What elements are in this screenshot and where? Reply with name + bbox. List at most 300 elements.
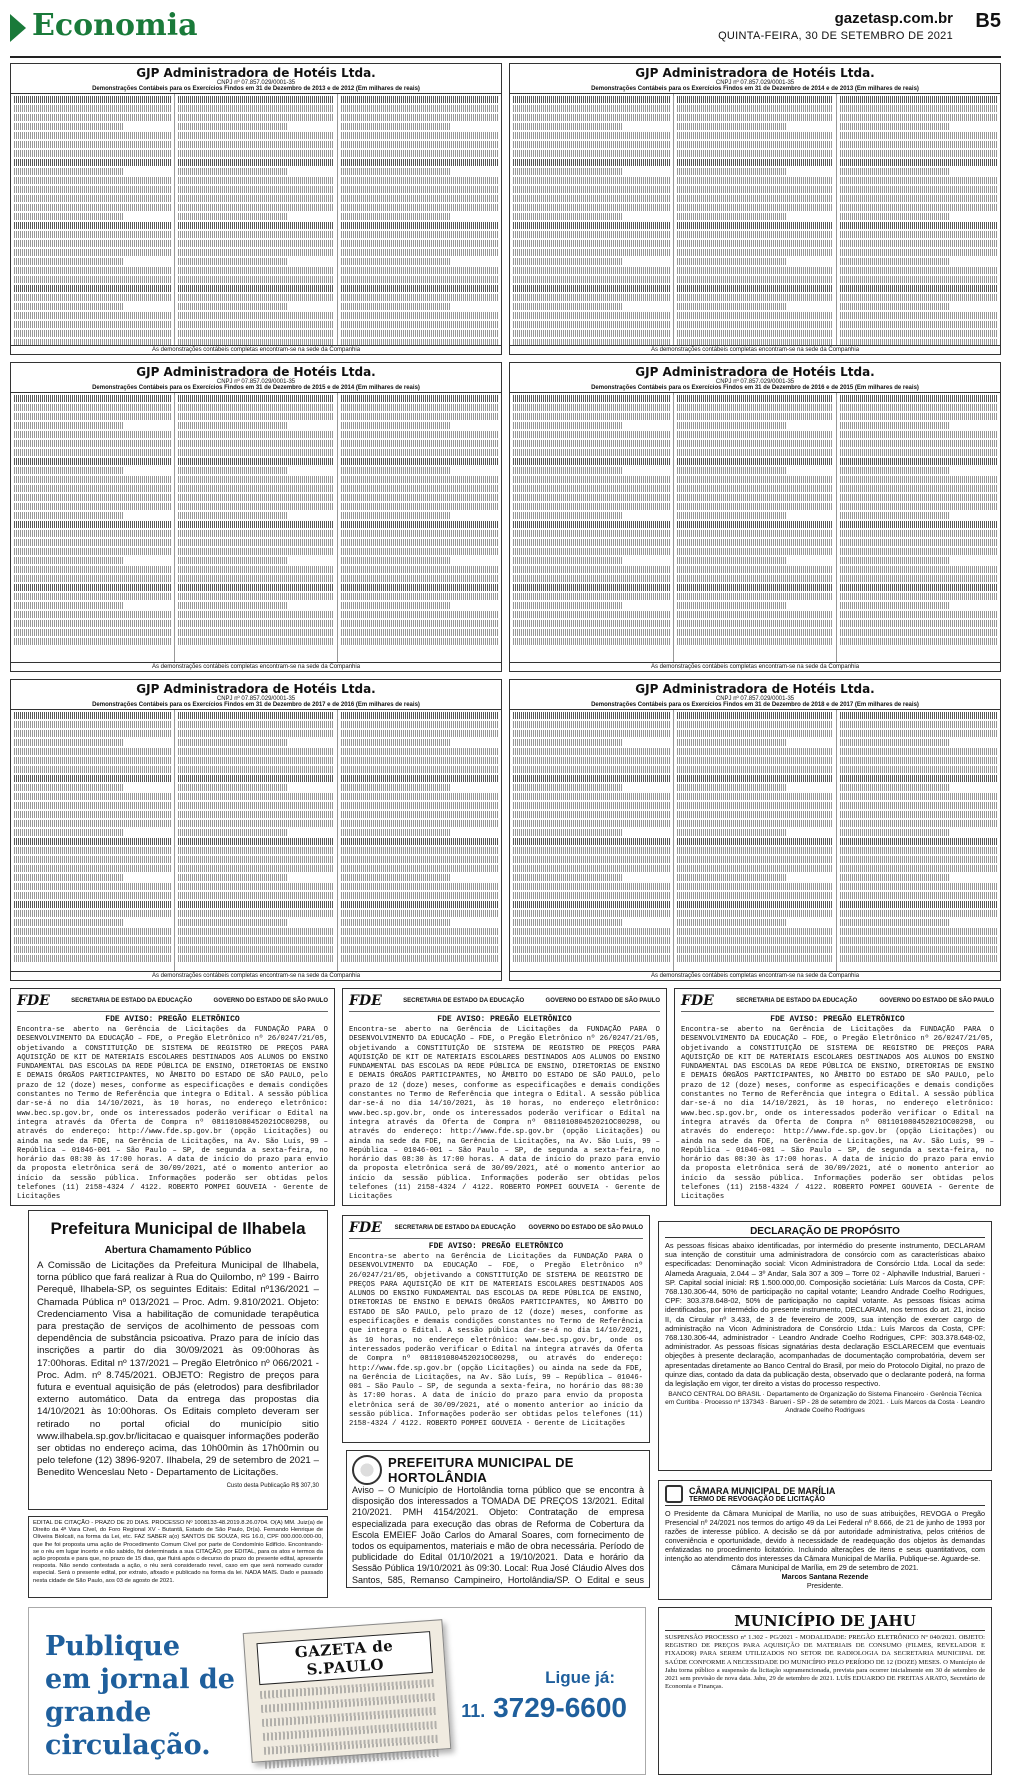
fin-table-row — [677, 485, 834, 492]
fin-table-row — [677, 575, 834, 582]
fin-table-row — [341, 802, 498, 809]
fin-table-row — [14, 312, 171, 319]
camara-seal-icon — [665, 1485, 683, 1503]
fin-table-row — [513, 748, 670, 755]
fin-table-row — [840, 548, 997, 555]
fin-title: GJP Administradora de Hotéis Ltda. — [635, 365, 875, 379]
fin-table-row — [513, 422, 623, 429]
fin-table-row — [840, 440, 997, 447]
fin-table-row — [513, 811, 670, 818]
fin-table-row — [677, 721, 834, 728]
fin-table-row — [341, 811, 498, 818]
fin-table-row — [677, 213, 787, 220]
fin-table-row — [178, 530, 335, 537]
jahu-notice — [658, 1607, 992, 1775]
fin-table-row — [341, 168, 451, 175]
fin-table-row — [840, 267, 997, 274]
fin-table-row — [677, 123, 787, 130]
fin-table-row — [14, 123, 124, 130]
fin-table-row — [840, 330, 997, 337]
fin-table-row — [840, 114, 997, 121]
fin-table-row — [513, 730, 670, 737]
hortolandia-text: Aviso – O Município de Hortolândia torna público que se encontra à disposição dos interessados a TOMADA DE PREÇOS 13/2021. Edital 210/2021. PMH 4154/2021. Objeto: Contratação de empresa especializada para execução das obras de Reforma de Cobertura da Escola EMEIEF João Carlos do Amaral Soares, com fornecimento de todos os equipamentos, materiais e mão de obra necessária. Período de publicidade do Edital 01/10/2021 a 19/10/2021. Data e horário da Sessão Pública 19/10/2021 às 09:30. Local: Rua José Cláudio Alves dos Santos, 585, Remanso Campineiro, Hortolândia/SP. O Edital e seus — [352, 1485, 644, 1585]
fin-period: Demonstrações Contábeis para os Exercícios Findos em 31 de Dezembro de 2017 e de 2016 (Em milhares de reais) — [11, 702, 501, 710]
fin-title: GJP Administradora de Hotéis Ltda. — [635, 682, 875, 696]
fin-table-row — [14, 712, 171, 719]
fin-table-row — [840, 892, 997, 899]
fin-title: GJP Administradora de Hotéis Ltda. — [635, 66, 875, 80]
fin-table-row — [341, 575, 498, 582]
fin-table-row — [14, 141, 171, 148]
fin-table-row — [341, 919, 451, 926]
fin-table-row — [178, 820, 335, 827]
fin-table-row — [677, 312, 834, 319]
fin-table-row — [14, 856, 171, 863]
fin-table-row — [513, 829, 623, 836]
section-title: Economia — [32, 8, 198, 43]
fin-table-row — [178, 449, 335, 456]
fin-table-row — [341, 440, 498, 447]
fin-table-row — [513, 629, 670, 636]
fin-table-row — [14, 602, 124, 609]
fin-table-row — [840, 847, 997, 854]
fin-table-row — [14, 811, 171, 818]
fin-table-row — [677, 204, 834, 211]
fin-table-row — [677, 512, 787, 519]
fin-table-row — [840, 820, 997, 827]
fin-table-row — [178, 766, 335, 773]
fin-table-row — [178, 485, 335, 492]
fin-table-row — [840, 883, 997, 890]
fin-table-row — [178, 240, 335, 247]
fin-table-row — [14, 458, 171, 465]
fin-table-row — [840, 494, 997, 501]
fin-table-row — [840, 141, 997, 148]
fin-table-row — [178, 638, 335, 645]
fin-table-row — [677, 494, 834, 501]
fin-period: Demonstrações Contábeis para os Exercícios Findos em 31 de Dezembro de 2016 e de 2015 (Em milhares de reais) — [510, 385, 1000, 393]
fin-table-row — [677, 775, 834, 782]
fin-table-row — [341, 494, 498, 501]
fin-table-row — [14, 321, 171, 328]
fin-table-row — [840, 856, 997, 863]
secretaria-label: SECRETARIA DE ESTADO DA EDUCAÇÃO — [394, 1224, 516, 1231]
fin-table-row — [840, 638, 997, 645]
fin-table-row — [178, 611, 335, 618]
notice-text: Encontra-se aberto na Gerência de Licitações da FUNDAÇÃO PARA O DESENVOLVIMENTO DA EDUCAÇÃO – FDE, o Pregão Eletrônico nº 26/0247/21/05, objetivando a CONSTITUIÇÃO DE SISTEMA DE REGISTRO DE PREÇOS PARA AQUISIÇÃO DE KIT DE MATERIAIS ESCOLARES DESTINADOS AOS ALUNOS DO ENSINO FUNDAMENTAL DAS ESCOLAS DA REDE PÚBLICA DE ENSINO, DIRETORIAS DE ENSINO E DEMAIS ÓRGÃOS PARTICIPANTES, NO ÂMBITO DO ESTADO DE SÃO PAULO, pelo prazo de 12 (doze) meses, conforme as especificações e demais condições constantes no Termo de Referência que integra o Edital. A sessão pública dar-se-á no dia 14/10/2021, às 10 horas, no endereço eletrônico: www.bec.sp.gov.br, onde os interessados poderão verificar o Edital na íntegra através da Oferta de Compra nº 081101080452021OC00298, ou através do endereço: http://www.fde.sp.gov.br (opção Licitações) ou ainda na sede da FDE, na Gerência de Licitações, na Av. São Luís, 99 – República – 01046-001 – São Paulo – SP, de segunda a sexta-feira, no horário das 08:30 às 17:00 horas. A data de início do prazo para envio da proposta eletrônica será de 30/09/2021, até o momento anterior ao início da sessão pública. Informações poderão ser obtidas pelos telefones (11) 2158-4324 / 4122. ROBERTO POMPEI GOUVEIA - Gerente de Licitações — [349, 1253, 643, 1429]
fin-table-row — [513, 721, 670, 728]
fin-table-row — [513, 440, 670, 447]
fin-table-row — [840, 395, 997, 402]
fin-table-row — [513, 321, 670, 328]
fin-table-row — [178, 865, 335, 872]
fin-table-row — [14, 195, 171, 202]
fde-logo: FDE — [681, 993, 714, 1009]
fin-table-row — [513, 784, 623, 791]
fin-table-row — [513, 910, 670, 917]
fin-table-row — [341, 476, 498, 483]
fin-table-row — [178, 213, 288, 220]
fin-table-row — [341, 330, 498, 337]
fin-table-row — [14, 838, 171, 845]
fin-table-row — [677, 141, 834, 148]
fin-table-row — [178, 575, 335, 582]
fin-table-column — [837, 710, 1000, 972]
fin-table-row — [14, 159, 171, 166]
fin-table-row — [840, 584, 997, 591]
fin-table-row — [513, 231, 670, 238]
marilia-signer: Marcos Santana Rezende — [781, 1572, 869, 1581]
fin-table-row — [840, 721, 997, 728]
fin-table-row — [341, 856, 498, 863]
fin-table-row — [677, 865, 834, 872]
fin-table-row — [677, 114, 834, 121]
fin-table-column — [11, 94, 175, 346]
fin-table-row — [840, 222, 997, 229]
fin-table-row — [513, 159, 670, 166]
fde-notice-1 — [10, 988, 335, 1206]
fin-table-row — [341, 784, 451, 791]
fin-table-row — [178, 476, 335, 483]
fin-table-row — [840, 485, 997, 492]
fde-logo: FDE — [17, 993, 50, 1009]
fin-table-row — [677, 177, 834, 184]
fin-table-row — [840, 946, 997, 953]
fin-table-row — [513, 793, 670, 800]
fin-table-row — [341, 177, 498, 184]
fin-table-row — [14, 910, 171, 917]
fin-table-row — [178, 330, 335, 337]
fin-table-row — [677, 96, 834, 103]
fin-table-row — [341, 105, 498, 112]
fin-table-row — [341, 557, 451, 564]
fin-table-row — [840, 231, 997, 238]
fin-table-row — [513, 114, 670, 121]
fin-table-row — [178, 712, 335, 719]
fin-table-row — [513, 258, 623, 265]
fin-table-row — [341, 521, 498, 528]
fin-table-row — [677, 476, 834, 483]
fin-table-row — [341, 548, 498, 555]
fin-table-row — [513, 458, 670, 465]
fin-table-row — [178, 730, 335, 737]
fin-table-row — [14, 730, 171, 737]
fin-table-row — [14, 231, 171, 238]
chevron-right-icon — [10, 14, 26, 42]
fin-footer: As demonstrações contábeis completas encontram-se na sede da Companhia — [510, 662, 1000, 671]
fin-table-row — [178, 431, 335, 438]
fin-table-row — [677, 240, 834, 247]
fin-table-row — [840, 204, 997, 211]
marilia-role: Presidente. — [806, 1581, 844, 1590]
fin-table-row — [677, 132, 834, 139]
fin-table-row — [677, 793, 834, 800]
fin-table-row — [178, 602, 288, 609]
fin-table-row — [677, 440, 834, 447]
fin-cnpj: CNPJ nº 07.857.029/0001-35 — [715, 80, 795, 86]
fin-table-row — [178, 946, 335, 953]
gazeta-advert[interactable] — [28, 1607, 646, 1775]
fin-table-row — [178, 757, 335, 764]
marilia-title: CÂMARA MUNICIPAL DE MARÍLIA — [689, 1485, 836, 1496]
fin-table-row — [14, 629, 171, 636]
fin-table-row — [840, 802, 997, 809]
fin-table-row — [14, 485, 171, 492]
financial-statement-2015 — [10, 362, 502, 672]
fin-period: Demonstrações Contábeis para os Exercícios Findos em 31 de Dezembro de 2018 e de 2017 (Em milhares de reais) — [510, 702, 1000, 710]
fin-table-row — [513, 303, 623, 310]
fin-table-column — [510, 710, 674, 972]
fin-table-column — [837, 393, 1000, 663]
fin-table-row — [178, 321, 335, 328]
fin-table-row — [341, 404, 498, 411]
fin-table-row — [341, 620, 498, 627]
fin-table-row — [14, 503, 171, 510]
marilia-notice — [658, 1480, 992, 1600]
secretaria-label: SECRETARIA DE ESTADO DA EDUCAÇÃO — [71, 997, 193, 1004]
fin-table-row — [14, 521, 171, 528]
fin-table-row — [513, 757, 670, 764]
fin-table-row — [14, 530, 171, 537]
fin-table-row — [178, 584, 335, 591]
fin-period: Demonstrações Contábeis para os Exercícios Findos em 31 de Dezembro de 2013 e de 2012 (Em milhares de reais) — [11, 86, 501, 94]
advert-phone[interactable] — [461, 1692, 627, 1724]
fin-columns — [11, 710, 501, 972]
fin-cnpj: CNPJ nº 07.857.029/0001-35 — [216, 379, 296, 385]
fin-table-row — [178, 105, 335, 112]
fin-table-row — [341, 739, 451, 746]
fin-table-row — [178, 784, 288, 791]
fin-cnpj: CNPJ nº 07.857.029/0001-35 — [715, 696, 795, 702]
fin-table-row — [840, 521, 997, 528]
fin-table-row — [178, 856, 335, 863]
fin-table-row — [677, 712, 834, 719]
fin-table-row — [513, 883, 670, 890]
fin-table-row — [14, 874, 124, 881]
fin-table-row — [341, 449, 498, 456]
fin-table-row — [178, 874, 288, 881]
fin-table-row — [677, 404, 834, 411]
ilhabela-text: A Comissão de Licitações da Prefeitura Municipal de Ilhabela, torna público que fará realizar à Rua do Quilombo, nº 199 - Bairro Perequê, Ilhabela-SP, os seguintes Editais: Edital nº136/2021 – Chamada Pública nº 013/2021 – Proc. Adm. 9.810/2021. Objeto: Credenciamento Visa a habilitação de comunidade terapêutica para prestação de serviços de acolhimento de pessoas com dependência de substância psicoativa. Prazo para de início das inscrições a partir do dia 30/09/2021 às 09:00horas às 17:00horas. Edital nº 137/2021 – Pregão Eletrônico nº 066/2021 - Proc. Adm. nº 8.745/2021. OBJETO: Registro de preços para futura e eventual aquisição de pás (eletrodos) para desfibrilador externo automático. Data da entrega das propostas dia 14/10/2021 às 10:00horas. Os Editais completo deveram ser retirado no portal oficial do município sitio www.ilhabela.sp.gov.br/licitacao e quaisquer informações poderão ser obtidas no endereço acima, das 10h00min às 17h00min ou pelo telefone (12) 3896-9207. Ilhabela, 29 de setembro de 2021 – Benedito Wenceslau Neto - Departamento de Licitações. — [37, 1260, 319, 1479]
fin-table-row — [677, 431, 834, 438]
fin-table-row — [341, 321, 498, 328]
site-url[interactable]: gazetasp.com.br — [834, 10, 953, 27]
fin-table-row — [677, 150, 834, 157]
fin-table-row — [840, 811, 997, 818]
fin-table-row — [178, 557, 288, 564]
fin-table-row — [677, 901, 834, 908]
fin-table-row — [178, 748, 335, 755]
fin-table-row — [840, 159, 997, 166]
fin-table-row — [341, 721, 498, 728]
marilia-date: Câmara Municipal de Marília, em 29 de setembro de 2021. — [731, 1563, 919, 1572]
fin-table-row — [677, 330, 834, 337]
fin-table-row — [677, 847, 834, 854]
fin-table-row — [178, 829, 288, 836]
fin-table-row — [513, 413, 670, 420]
fin-table-column — [674, 94, 838, 346]
fin-table-row — [840, 775, 997, 782]
fin-table-row — [14, 222, 171, 229]
fin-table-column — [510, 393, 674, 663]
fin-table-column — [175, 393, 339, 663]
fin-table-row — [513, 766, 670, 773]
fin-table-row — [341, 467, 451, 474]
fin-table-row — [677, 231, 834, 238]
fin-table-row — [341, 431, 498, 438]
fin-table-row — [677, 159, 834, 166]
notice-text: Encontra-se aberto na Gerência de Licitações da FUNDAÇÃO PARA O DESENVOLVIMENTO DA EDUCAÇÃO – FDE, o Pregão Eletrônico nº 26/0247/21/05, objetivando a CONSTITUIÇÃO DE SISTEMA DE REGISTRO DE PREÇOS PARA AQUISIÇÃO DE KIT DE MATERIAIS ESCOLARES DESTINADOS AOS ALUNOS DO ENSINO FUNDAMENTAL DAS ESCOLAS DA REDE PÚBLICA DE ENSINO, DIRETORIAS DE ENSINO E DEMAIS ÓRGÃOS PARTICIPANTES, NO ÂMBITO DO ESTADO DE SÃO PAULO, pelo prazo de 12 (doze) meses, conforme as especificações e demais condições constantes no Termo de Referência que integra o Edital. A sessão pública dar-se-á no dia 14/10/2021, às 10 horas, no endereço eletrônico: www.bec.sp.gov.br, onde os interessados poderão verificar o Edital na íntegra através da Oferta de Compra nº 081101080452021OC00298, ou através do endereço: http://www.fde.sp.gov.br (opção Licitações) ou ainda na sede da FDE, na Gerência de Licitações, na Av. São Luís, 99 – República – 01046-001 – São Paulo – SP, de segunda a sexta-feira, no horário das 08:30 às 17:00 horas. A data de início do prazo para envio da proposta eletrônica será de 30/09/2021, até o momento anterior ao início da sessão pública. Informações poderão ser obtidas pelos telefones (11) 2158-4324 / 4122. ROBERTO POMPEI GOUVEIA - Gerente de Licitações — [349, 1026, 660, 1202]
fin-table-row — [513, 802, 670, 809]
fin-table-row — [14, 213, 124, 220]
fin-table-row — [341, 231, 498, 238]
fin-table-row — [677, 321, 834, 328]
fin-table-row — [14, 204, 171, 211]
fin-table-row — [840, 503, 997, 510]
fin-table-row — [178, 404, 335, 411]
fin-table-row — [14, 494, 171, 501]
fin-table-row — [840, 793, 997, 800]
fin-table-row — [14, 766, 171, 773]
fin-table-row — [840, 620, 997, 627]
fin-period: Demonstrações Contábeis para os Exercícios Findos em 31 de Dezembro de 2014 e de 2013 (Em milhares de reais) — [510, 86, 1000, 94]
fin-table-row — [840, 730, 997, 737]
fin-table-row — [513, 739, 623, 746]
fin-table-row — [14, 177, 171, 184]
fin-table-row — [341, 413, 498, 420]
fin-cnpj: CNPJ nº 07.857.029/0001-35 — [216, 80, 296, 86]
fin-table-row — [513, 820, 670, 827]
fin-table-row — [178, 937, 335, 944]
fin-table-row — [677, 395, 834, 402]
fin-table-row — [178, 303, 288, 310]
fin-footer: As demonstrações contábeis completas encontram-se na sede da Companhia — [510, 345, 1000, 354]
fin-table-row — [178, 811, 335, 818]
fin-table-row — [513, 937, 670, 944]
fin-table-row — [840, 294, 997, 301]
fin-table-row — [840, 593, 997, 600]
fin-table-row — [178, 802, 335, 809]
fin-table-row — [341, 141, 498, 148]
fin-table-row — [341, 901, 498, 908]
gov-label: GOVERNO DO ESTADO DE SÃO PAULO — [213, 997, 328, 1004]
fin-table-row — [677, 910, 834, 917]
fin-table-row — [513, 575, 670, 582]
fin-table-row — [14, 404, 171, 411]
fin-table-row — [840, 168, 950, 175]
fin-cnpj: CNPJ nº 07.857.029/0001-35 — [715, 379, 795, 385]
fin-table-row — [513, 431, 670, 438]
fin-table-row — [341, 186, 498, 193]
fin-footer: As demonstrações contábeis completas encontram-se na sede da Companhia — [11, 662, 501, 671]
fde-notice-2 — [342, 988, 667, 1206]
notice-heading: FDE AVISO: PREGÃO ELETRÔNICO — [770, 1015, 905, 1024]
fin-table-row — [341, 485, 498, 492]
fin-table-row — [513, 928, 670, 935]
fin-table-row — [677, 276, 834, 283]
fin-table-row — [14, 240, 171, 247]
fin-table-row — [341, 793, 498, 800]
fin-table-row — [341, 593, 498, 600]
fin-table-row — [513, 712, 670, 719]
fin-table-row — [677, 928, 834, 935]
fin-table-row — [513, 195, 670, 202]
fin-table-row — [178, 775, 335, 782]
fin-table-row — [677, 186, 834, 193]
fin-table-row — [513, 132, 670, 139]
fin-table-row — [341, 757, 498, 764]
fin-table-row — [14, 883, 171, 890]
fin-table-row — [178, 494, 335, 501]
fin-table-row — [14, 285, 171, 292]
declaracao-signature: BANCO CENTRAL DO BRASIL · Departamento de Organização do Sistema Financeiro · Gerência Técnica em Curitiba · Processo nº 137343 · Barueri - SP - 28 de setembro de 2021. · Luís Marcos da Costa · Leandro Andrade Coelho Rodrigues — [665, 1391, 985, 1415]
secretaria-label: SECRETARIA DE ESTADO DA EDUCAÇÃO — [403, 997, 525, 1004]
fin-table-row — [178, 159, 335, 166]
fin-table-row — [341, 928, 498, 935]
fin-table-row — [513, 204, 670, 211]
fin-table-row — [840, 530, 997, 537]
fin-table-row — [178, 114, 335, 121]
fin-table-row — [840, 784, 950, 791]
fin-table-row — [341, 195, 498, 202]
fin-table-row — [513, 395, 670, 402]
fin-table-row — [14, 548, 171, 555]
fin-table-row — [14, 955, 171, 962]
fin-table-row — [178, 910, 335, 917]
fin-table-row — [341, 775, 498, 782]
fde-logo: FDE — [349, 993, 382, 1009]
fin-table-row — [341, 258, 451, 265]
edital-citacao: EDITAL DE CITAÇÃO - PRAZO DE 20 DIAS. PROCESSO Nº 1008133-48.2019.8.26.0704. O(A) MM. Juiz(a) de Direito da 4ª Vara Cível, do Foro Regional XV - Butantã, Estado de São Paulo, Dr(a). Fernando Henrique de Oliveira Biolcati, na forma da Lei, etc. FAZ SABER a(o) SANTOS DE SOUZA, RG 16.0, CPF 000.000.000-00, que lhe foi proposta uma ação de Procedimento Comum Cível por parte de Condomínio Edifício. Encontrando-se o réu em lugar incerto e não sabido, foi determinada a sua CITAÇÃO, por EDITAL, para os atos e termos da ação proposta e para que, no prazo de 15 dias, que fluirá após o decurso do prazo do presente edital, apresente resposta. Não sendo contestada a ação, o réu será considerado revel, caso em que será nomeado curador especial. Será o presente edital, por extrato, afixado e publicado na forma da lei. NADA MAIS. Dado e passado nesta cidade de São Paulo, aos 03 de agosto de 2021. — [28, 1516, 328, 1598]
fin-table-row — [178, 422, 288, 429]
fin-table-row — [178, 258, 288, 265]
fin-table-row — [677, 467, 787, 474]
ilhabela-cost: Custo desta Publicação R$ 307,30 — [226, 1482, 319, 1489]
fin-table-row — [178, 503, 335, 510]
fin-table-row — [513, 892, 670, 899]
fin-table-row — [513, 530, 670, 537]
fin-table-row — [677, 521, 834, 528]
phone-ddd: 11. — [461, 1701, 486, 1721]
fin-table-row — [341, 892, 498, 899]
fin-table-row — [14, 276, 171, 283]
fin-table-row — [341, 539, 498, 546]
fin-table-row — [14, 820, 171, 827]
fin-table-row — [840, 512, 950, 519]
fin-table-row — [14, 467, 124, 474]
fin-table-row — [513, 213, 623, 220]
fin-table-row — [14, 721, 171, 728]
fin-table-row — [341, 937, 498, 944]
fin-table-row — [513, 620, 670, 627]
fin-table-row — [178, 793, 335, 800]
fin-table-row — [840, 404, 997, 411]
fin-table-row — [14, 150, 171, 157]
fin-table-row — [840, 96, 997, 103]
fin-table-row — [341, 96, 498, 103]
jahu-title: MUNICÍPIO DE JAHU — [665, 1612, 985, 1631]
city-seal-icon — [352, 1455, 382, 1485]
fin-table-row — [341, 829, 451, 836]
fin-table-row — [14, 132, 171, 139]
fin-table-row — [513, 485, 670, 492]
fin-table-row — [677, 105, 834, 112]
fin-table-row — [14, 114, 171, 121]
fin-table-row — [840, 449, 997, 456]
fin-table-row — [677, 629, 834, 636]
fin-table-row — [840, 611, 997, 618]
fin-table-row — [178, 267, 335, 274]
